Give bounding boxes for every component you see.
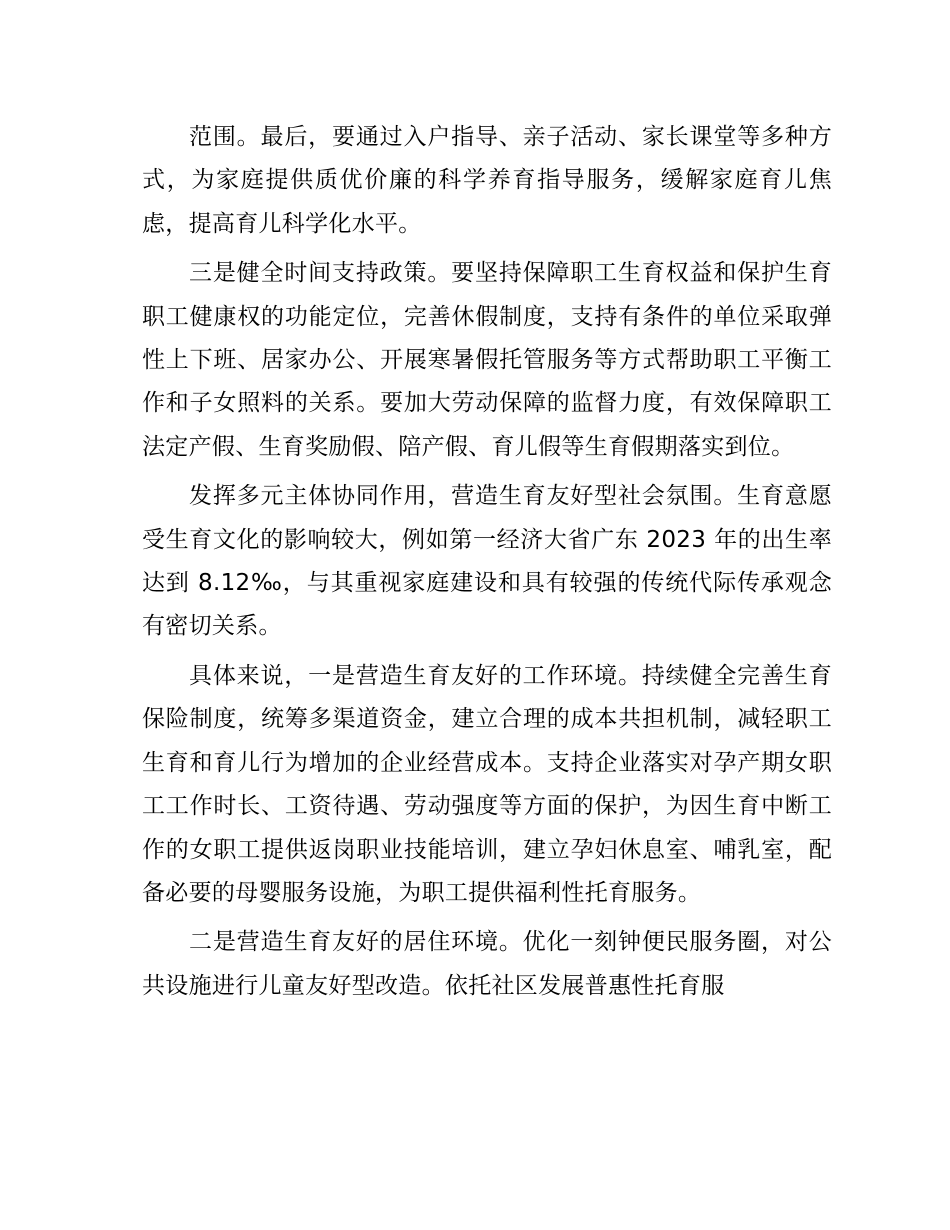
paragraph-work-environment: 具体来说，一是营造生育友好的工作环境。持续健全完善生育保险制度，统筹多渠道资金，建立合理的成本共担机制，减轻职工生育和育儿行为增加的企业经营成本。支持企业落实对孕产期女职工工作时长、工资待遇、劳动强度等方面的保护，为因生育中断工作的女职工提供返岗职业技能培训，建立孕妇休息室、哺乳室，配备必要的母婴服务设施，为职工提供福利性托育服务。 [142,662,832,906]
document-body [142,116,832,1008]
paragraph-scope-conclusion: 范围。最后，要通过入户指导、亲子活动、家长课堂等多种方式，为家庭提供质优价廉的科学养育指导服务，缓解家庭育儿焦虑，提高育儿科学化水平。 [142,124,832,237]
paragraph-living-environment: 二是营造生育友好的居住环境。优化一刻钟便民服务圈，对公共设施进行儿童友好型改造。依托社区发展普惠性托育服 [142,929,832,999]
paragraph-time-support-policy: 三是健全时间支持政策。要坚持保障职工生育权益和保护生育职工健康权的功能定位，完善休假制度，支持有条件的单位采取弹性上下班、居家办公、开展寒暑假托管服务等方式帮助职工平衡工作和子女照料的关系。要加大劳动保障的监督力度，有效保障职工法定产假、生育奖励假、陪产假、育儿假等生育假期落实到位。 [142,260,832,460]
paragraph-multi-party-collaboration: 发挥多元主体协同作用，营造生育友好型社会氛围。生育意愿受生育文化的影响较大，例如第一经济大省广东 2023 年的出生率达到 8.12‰，与其重视家庭建设和具有较强的传统代际传承观念有密切关系。 [142,483,832,640]
